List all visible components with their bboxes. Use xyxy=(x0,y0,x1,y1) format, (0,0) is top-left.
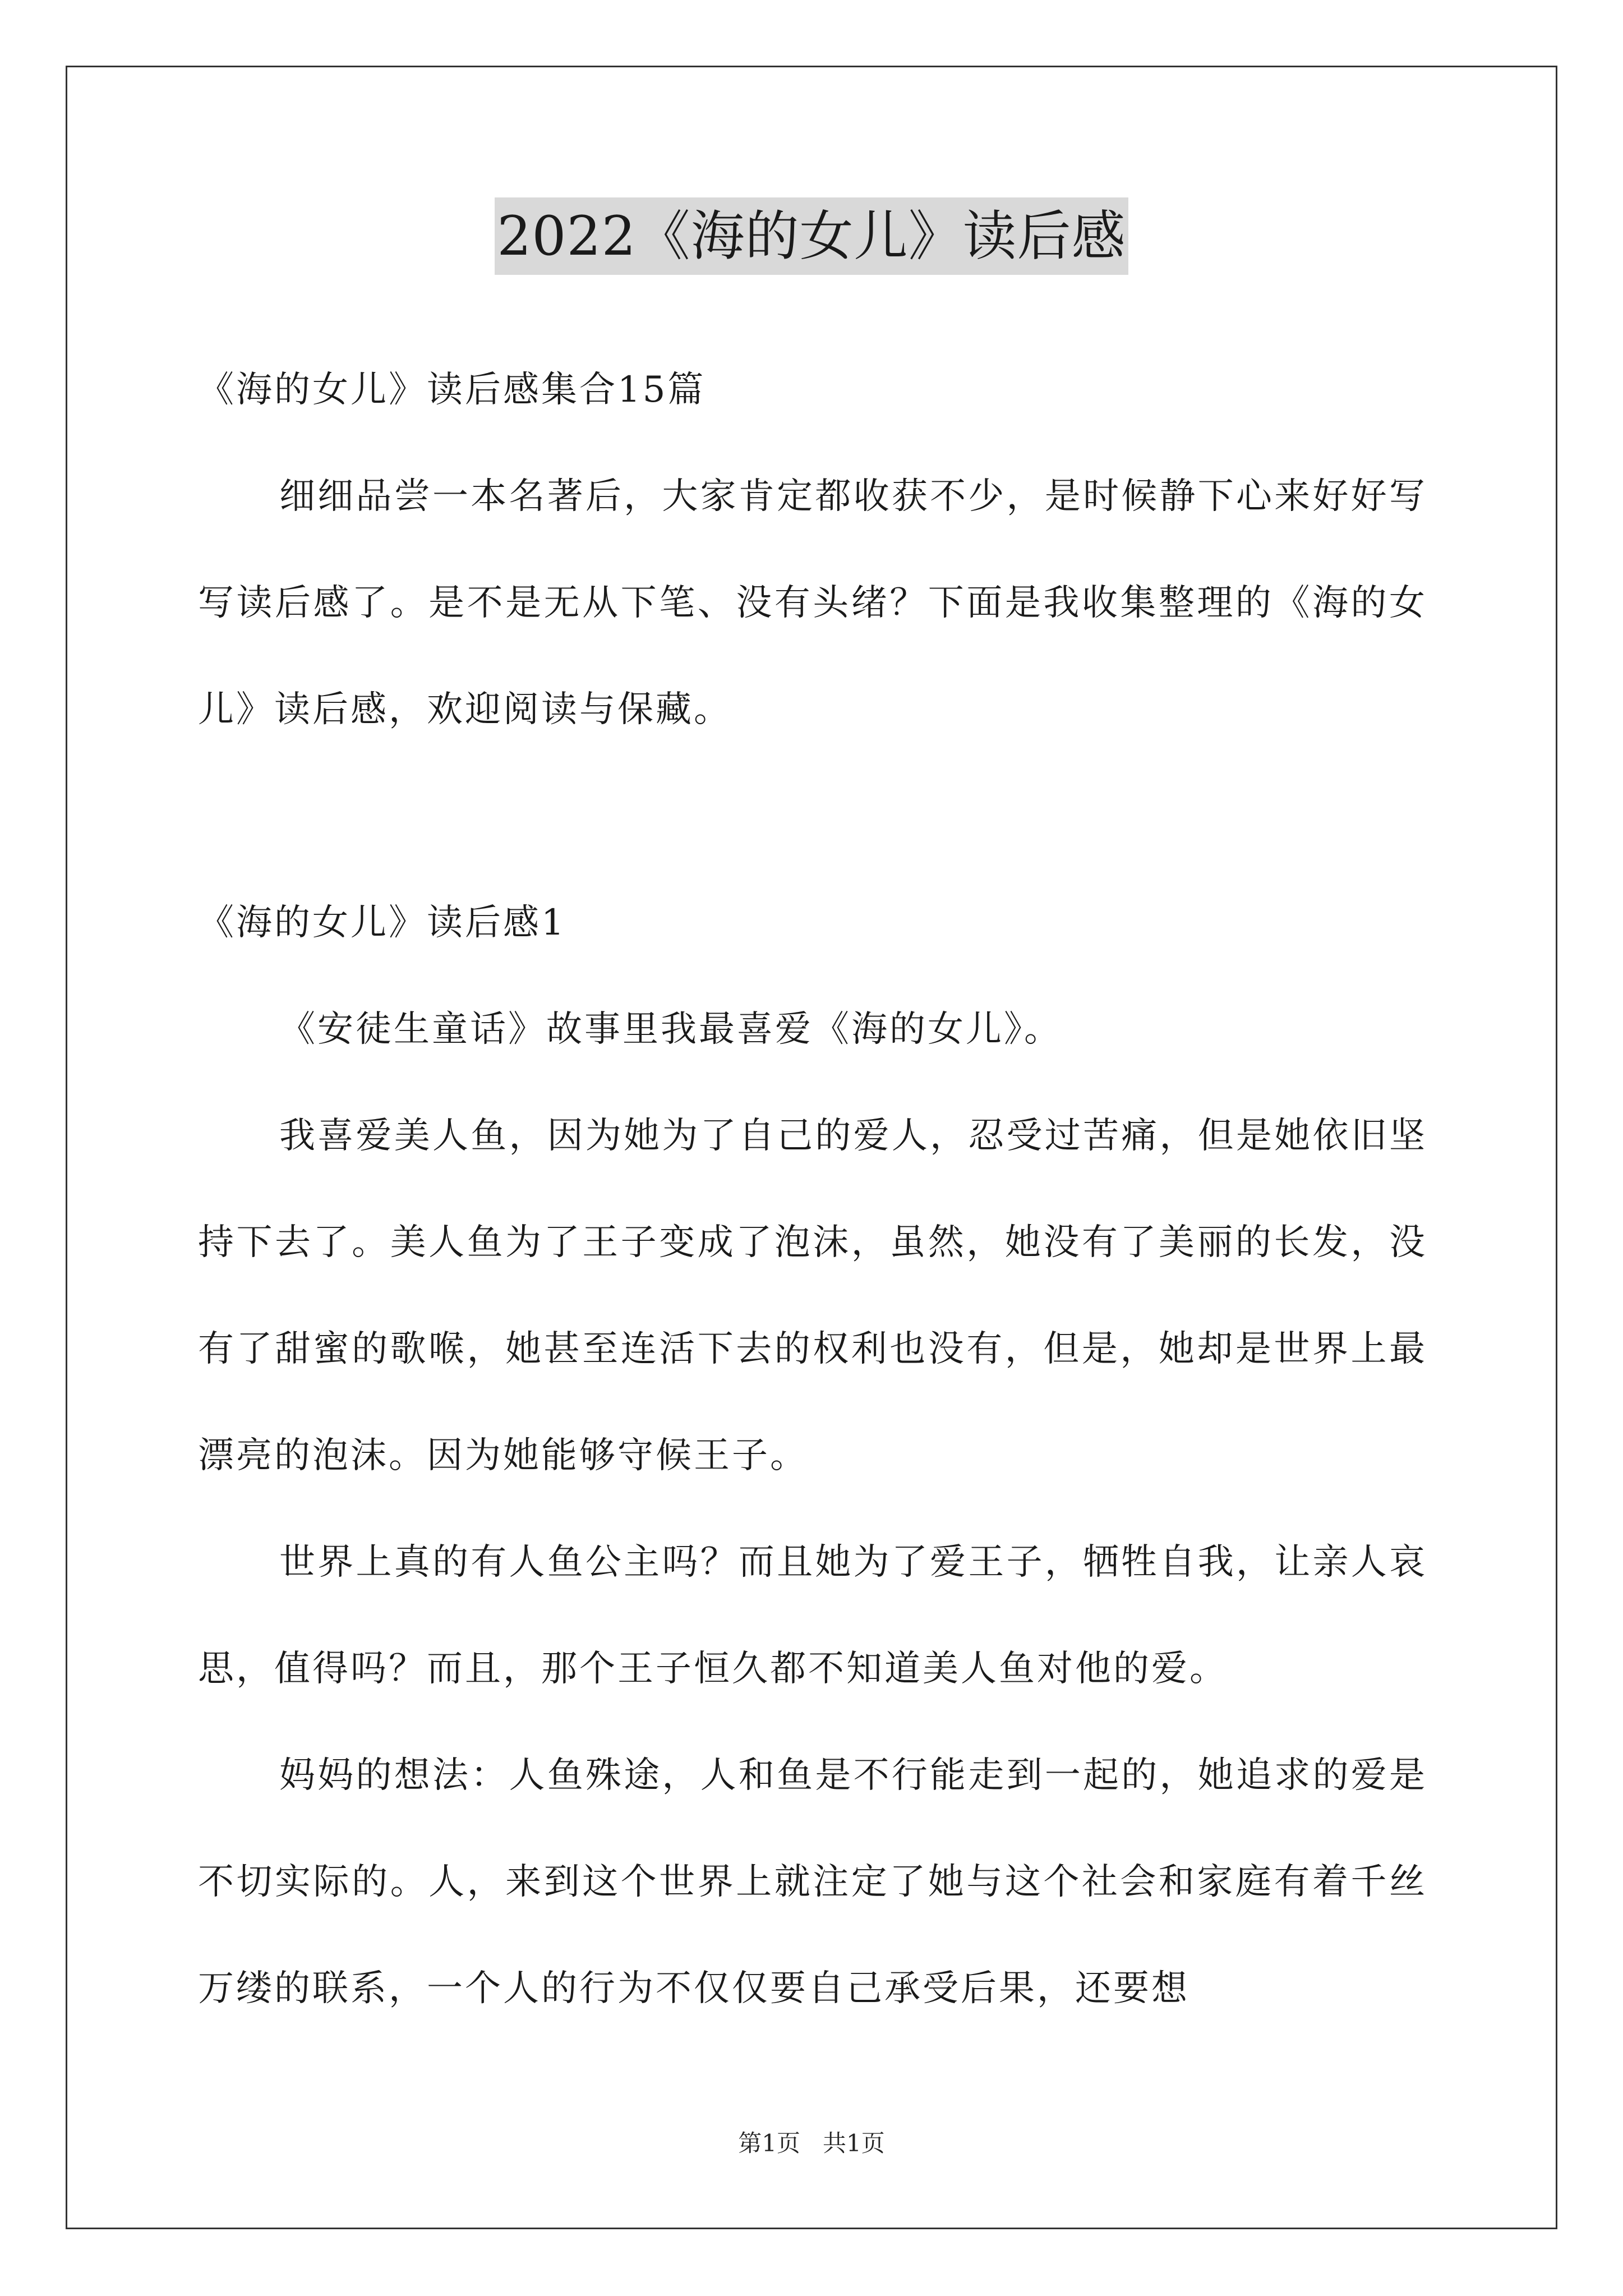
body-paragraph: 我喜爱美人鱼，因为她为了自己的爱人，忍受过苦痛，但是她依旧坚持下去了。美人鱼为了王子变成了泡沫，虽然，她没有了美丽的长发，没有了甜蜜的歌喉，她甚至连活下去的权利也没有，但是，她却是世界上最漂亮的泡沫。因为她能够守候王子。 xyxy=(198,1115,1427,1476)
page-footer: 第1页 共1页 xyxy=(738,2129,885,2157)
section-heading: 《海的女儿》读后感1 xyxy=(198,902,566,944)
intro-paragraph: 细细品尝一本名著后，大家肯定都收获不少，是时候静下心来好好写写读后感了。是不是无从下笔、没有头绪？下面是我收集整理的《海的女儿》读后感，欢迎阅读与保藏。 xyxy=(198,476,1427,730)
section-gap xyxy=(198,763,1427,869)
title-wrap xyxy=(0,197,1623,275)
document-title: 2022《海的女儿》读后感 xyxy=(495,197,1128,275)
document-body xyxy=(198,337,1427,2042)
body-paragraph: 《安徒生童话》故事里我最喜爱《海的女儿》。 xyxy=(279,1009,1062,1050)
body-paragraph: 妈妈的想法：人鱼殊途，人和鱼是不行能走到一起的，她追求的爱是不切实际的。人，来到这个世界上就注定了她与这个社会和家庭有着千丝万缕的联系，一个人的行为不仅仅要自己承受后果，还要想 xyxy=(198,1755,1427,2009)
body-paragraph: 世界上真的有人鱼公主吗？而且她为了爱王子，牺牲自我，让亲人哀思，值得吗？而且，那个王子恒久都不知道美人鱼对他的爱。 xyxy=(198,1542,1427,1690)
document-subtitle: 《海的女儿》读后感集合15篇 xyxy=(198,369,706,411)
